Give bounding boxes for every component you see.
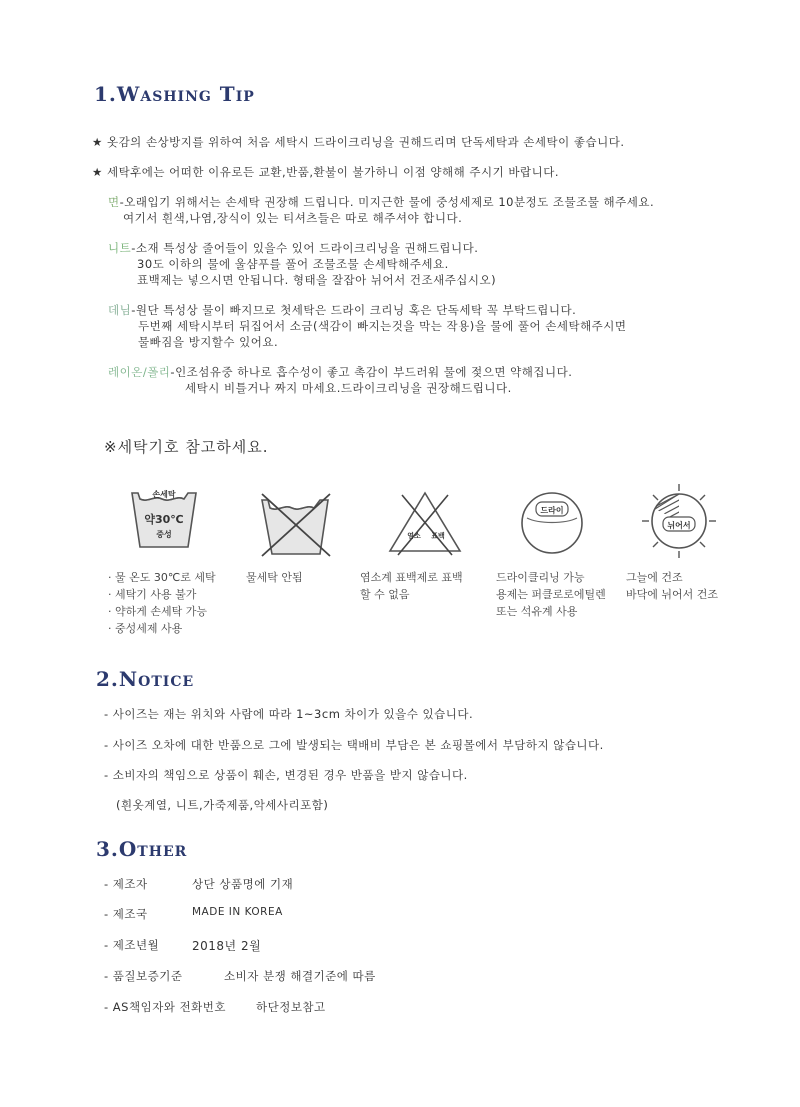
dry-clean-icon: [519, 490, 585, 556]
no-bleach-icon: [386, 489, 464, 557]
caption-line: · 물 온도 30℃로 세탁: [108, 571, 216, 584]
caption-line: 드라이클리닝 가능: [496, 571, 585, 584]
material-rayon: [108, 364, 572, 380]
caption-line: 바닥에 뉘어서 건조: [626, 588, 719, 601]
dry-clean-icon-text: 드라이: [540, 506, 564, 515]
caption-line: · 중성세제 사용: [108, 622, 183, 635]
dry-clean-caption: [496, 569, 606, 620]
material-denim-extra-1: 두번째 세탁시부터 뒤집어서 소금(색감이 빠지는것을 막는 작용)을 물에 풀어 손세탁해주시면: [138, 319, 627, 333]
no-bleach-caption: [360, 569, 463, 603]
other-value-as: 하단정보참고: [256, 1000, 326, 1014]
notice-line-3: - 소비자의 책임으로 상품이 훼손, 변경된 경우 반품을 받지 않습니다.: [104, 768, 468, 782]
shade-dry-caption: [626, 569, 718, 603]
caption-line: · 세탁기 사용 불가: [108, 588, 197, 601]
notice-line-2: - 사이즈 오차에 대한 반품으로 그에 발생되는 택배비 부담은 본 쇼핑몰에서 부담하지 않습니다.: [104, 738, 604, 752]
other-value-maker: 상단 상품명에 기재: [192, 877, 294, 891]
material-denim-text: -원단 특성상 물이 빠지므로 첫세탁은 드라이 크리닝 혹은 단독세탁 꼭 부탁드립니다.: [131, 303, 577, 317]
washing-bullet-2: ★ 세탁후에는 어떠한 이유로든 교환,반품,환불이 불가하니 이점 양해해 주시기 바랍니다.: [92, 165, 559, 179]
shade-flat-dry-icon: [641, 483, 717, 559]
shade-dry-icon-text: 뉘어서: [667, 521, 691, 530]
notice-line-1: - 사이즈는 재는 위치와 사람에 따라 1~3cm 차이가 있을수 있습니다.: [104, 707, 474, 721]
other-value-country: MADE IN KOREA: [192, 906, 283, 918]
notice-heading: 2.Notice: [96, 667, 195, 691]
no-wash-icon: [258, 492, 334, 558]
hand-wash-icon-text-3: 중성: [156, 530, 172, 539]
material-knit: [108, 240, 478, 256]
hand-wash-caption: [108, 569, 216, 637]
material-cotton-extra-1: 여기서 흰색,나염,장식이 있는 티셔츠들은 따로 해주셔야 합니다.: [123, 211, 463, 225]
other-key-as: - AS책임자와 전화번호: [104, 1000, 226, 1014]
other-value-quality: 소비자 분쟁 해결기준에 따름: [224, 969, 376, 983]
other-key-maker: - 제조자: [104, 877, 148, 891]
washing-tip-heading: 1.Washing Tip: [94, 82, 255, 106]
caption-line: · 약하게 손세탁 가능: [108, 605, 207, 618]
no-bleach-icon-text-1: 염소: [407, 532, 421, 540]
material-knit-extra-1: 30도 이하의 물에 울샴푸를 풀어 조물조물 손세탁해주세요.: [137, 257, 449, 271]
other-heading: 3.Other: [96, 837, 188, 861]
material-knit-label: 니트: [108, 241, 132, 255]
caption-line: 또는 석유계 사용: [496, 605, 578, 618]
material-rayon-extra-1: 세탁시 비틀거나 짜지 마세요.드라이크리닝을 권장해드립니다.: [185, 381, 512, 395]
material-knit-text: -소재 특성상 줄어들이 있을수 있어 드라이크리닝을 권해드립니다.: [131, 241, 479, 255]
hand-wash-icon-text-1: 손세탁: [152, 490, 176, 499]
material-knit-extra-2: 표백제는 넣으시면 안됩니다. 형태을 잘잡아 뉘어서 건조새주십시오): [137, 273, 497, 287]
material-cotton: [108, 194, 654, 210]
material-cotton-label: 면: [108, 195, 120, 209]
no-wash-caption: 물세탁 안됨: [246, 571, 303, 584]
washing-bullet-1: ★ 옷감의 손상방지를 위하여 처음 세탁시 드라이크리닝을 권해드리며 단독세탁과 손세탁이 좋습니다.: [92, 135, 625, 149]
other-key-date: - 제조년월: [104, 938, 160, 952]
material-rayon-text: -인조섬유중 하나로 흡수성이 좋고 촉감이 부드러워 물에 젖으면 약해집니다.: [170, 365, 573, 379]
material-denim-extra-2: 물빠짐을 방지할수 있어요.: [138, 335, 279, 349]
other-key-quality: - 품질보증기준: [104, 969, 183, 983]
material-cotton-text: -오래입기 위해서는 손세탁 권장해 드립니다. 미지근한 물에 중성세제로 10분정도 조물조물 해주세요.: [119, 195, 655, 209]
material-denim: [108, 302, 576, 318]
material-rayon-label: 레이온/폴리: [108, 365, 171, 379]
caption-line: 염소계 표백제로 표백: [360, 571, 463, 584]
no-bleach-icon-text-2: 표백: [431, 532, 445, 540]
symbols-title: ※세탁기호 참고하세요.: [104, 438, 269, 456]
caption-line: 그늘에 건조: [626, 571, 683, 584]
hand-wash-icon-text-2: 약30℃: [144, 513, 184, 526]
material-denim-label: 데님: [108, 303, 132, 317]
notice-line-4: (흰옷계열, 니트,가죽제품,악세사리포함): [116, 798, 329, 812]
other-value-date: 2018년 2월: [192, 939, 262, 953]
hand-wash-30-icon: [130, 487, 198, 551]
caption-line: 할 수 없음: [360, 588, 410, 601]
other-key-country: - 제조국: [104, 907, 148, 921]
caption-line: 용제는 퍼클로로에틸렌: [496, 588, 606, 601]
